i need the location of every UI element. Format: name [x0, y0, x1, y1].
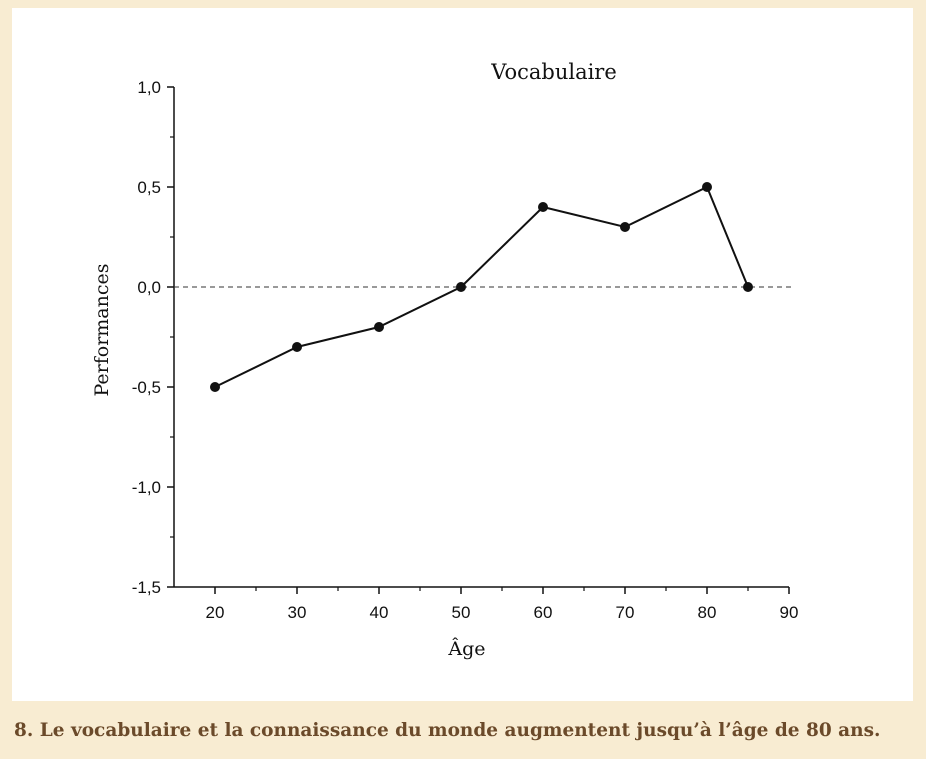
y-tick-label: -0,5 [131, 378, 161, 397]
x-tick-label: 20 [205, 603, 225, 622]
x-tick-label: 80 [697, 603, 717, 622]
y-axis-label: Performances [91, 263, 113, 397]
x-tick-label: 70 [615, 603, 635, 622]
y-tick-label: -1,5 [131, 578, 161, 597]
data-point [702, 182, 712, 192]
figure-caption: 8. Le vocabulaire et la connaissance du monde augmentent jusqu’à l’âge de 80 ans. [14, 720, 881, 741]
data-point [456, 282, 466, 292]
data-point [292, 342, 302, 352]
x-tick-label: 40 [369, 603, 389, 622]
x-axis-label: Âge [448, 638, 486, 660]
y-tick-label: 0,5 [137, 178, 161, 197]
data-point [620, 222, 630, 232]
data-point [743, 282, 753, 292]
x-tick-label: 90 [779, 603, 799, 622]
axes [132, 78, 799, 622]
y-tick-label: 0,0 [137, 278, 161, 297]
x-tick-label: 60 [533, 603, 553, 622]
data-point [210, 382, 220, 392]
y-tick-label: -1,0 [131, 478, 161, 497]
chart-title: Vocabulaire [491, 60, 617, 84]
data-point [538, 202, 548, 212]
data-point [374, 322, 384, 332]
y-tick-label: 1,0 [137, 78, 161, 97]
x-tick-label: 30 [287, 603, 307, 622]
x-tick-label: 50 [451, 603, 471, 622]
